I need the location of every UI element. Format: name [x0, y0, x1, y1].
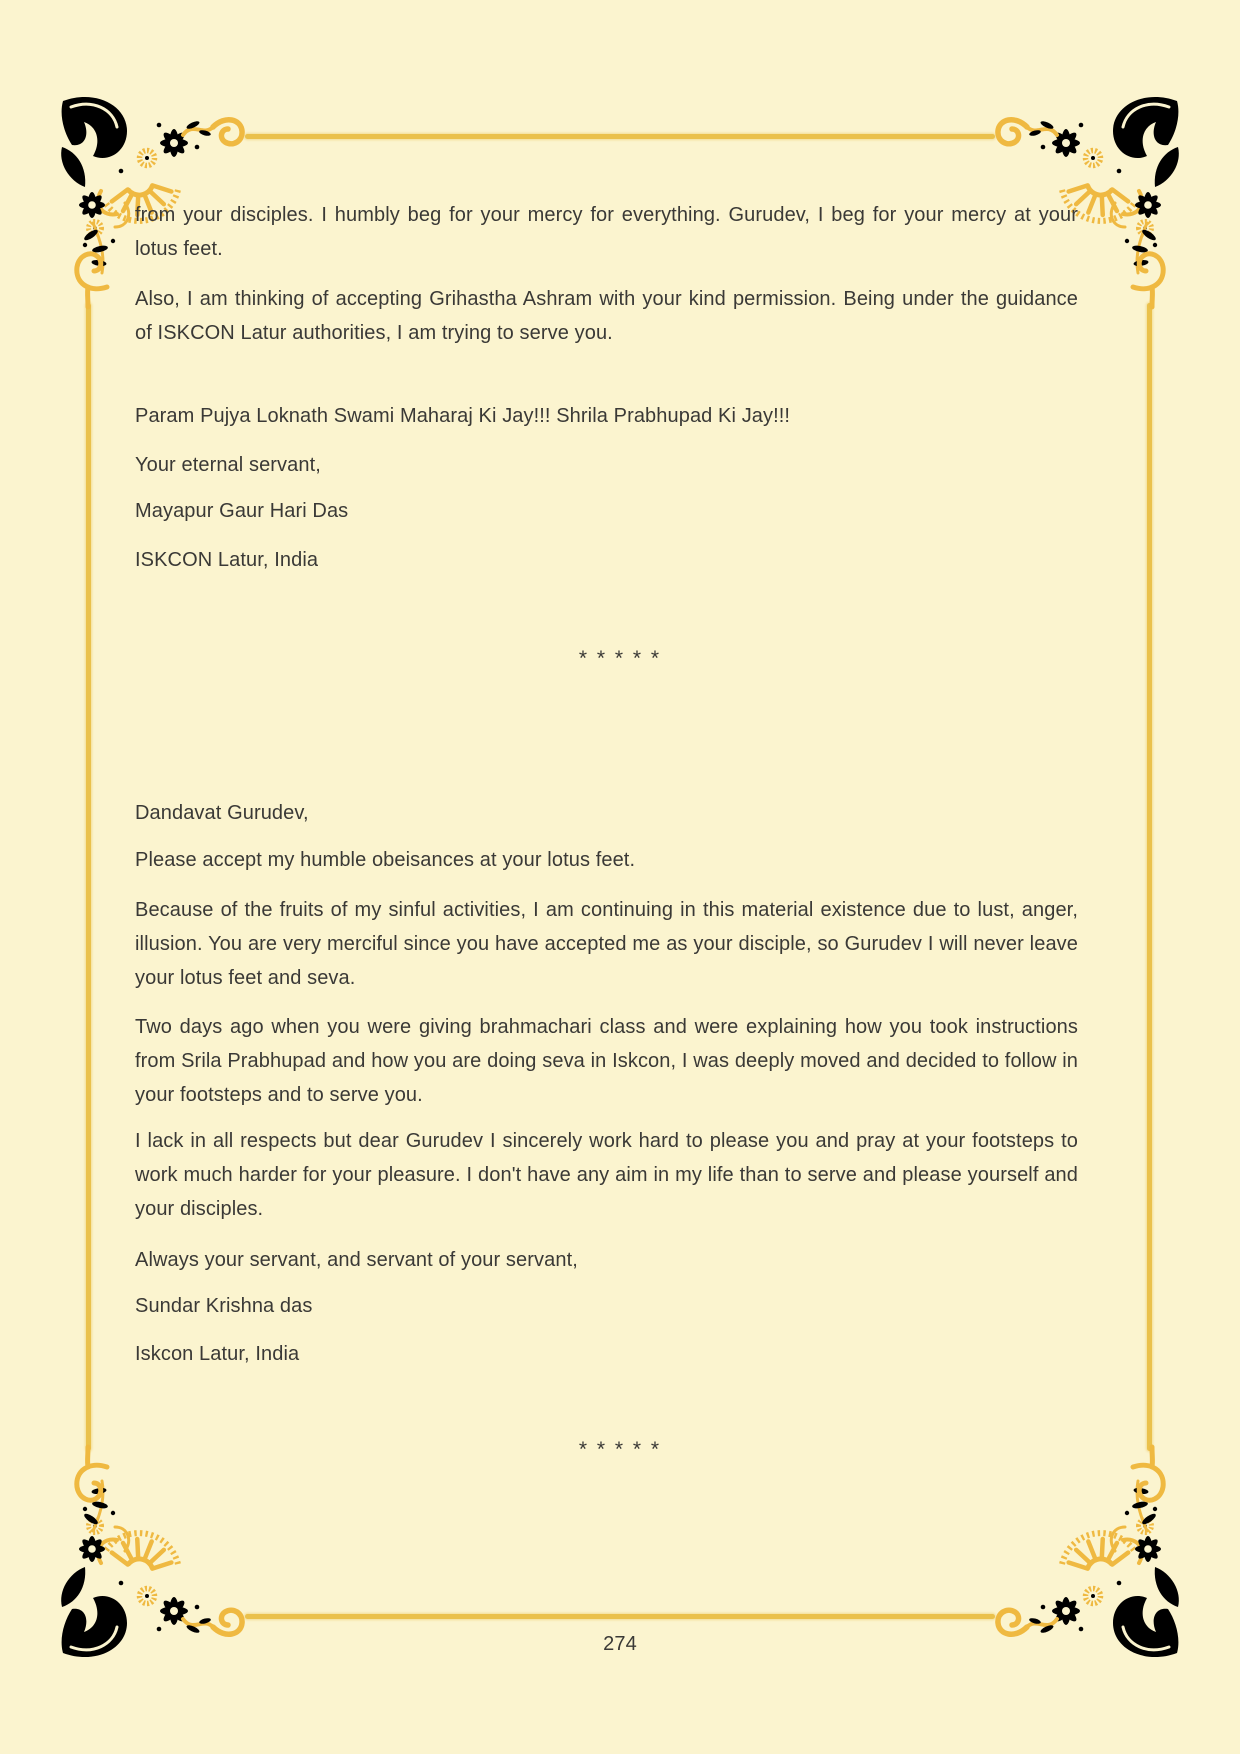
letter1-paragraph-1: from your disciples. I humbly beg for your mercy for everything. Gurudev, I beg for your mercy at your lotus feet.: [135, 204, 1078, 260]
letter2-salutation: Dandavat Gurudev,: [135, 802, 309, 824]
border-line-bottom: [245, 1614, 995, 1619]
letter2-paragraph-1: Please accept my humble obeisances at your lotus feet.: [135, 849, 636, 871]
letter2-paragraph-3: Two days ago when you were giving brahmachari class and were explaining how you took instructions from Srila Prabhupad and how you are doing seva in Iskcon, I was deeply moved and decided to follow in your footsteps and to serve you.: [135, 1016, 1078, 1106]
letter2-paragraph-4: I lack in all respects but dear Gurudev I sincerely work hard to please you and pray at your footsteps to work much harder for your pleasure. I don't have any aim in my life than to serve and please yourself and your disciples.: [135, 1130, 1078, 1220]
letter1-paragraph-2: Also, I am thinking of accepting Grihastha Ashram with your kind permission. Being under the guidance of ISKCON Latur authorities, I am trying to serve you.: [135, 288, 1078, 344]
letter1-signature: Mayapur Gaur Hari Das: [135, 500, 349, 522]
page-number: 274: [603, 1633, 637, 1655]
letter2-signature: Sundar Krishna das: [135, 1295, 313, 1317]
letter1-location: ISKCON Latur, India: [135, 549, 319, 571]
letter2-closing: Always your servant, and servant of your servant,: [135, 1249, 578, 1271]
border-line-top: [245, 134, 995, 139]
border-line-right: [1147, 303, 1152, 1451]
letter1-jay-line: Param Pujya Loknath Swami Maharaj Ki Jay!!! Shrila Prabhupad Ki Jay!!!: [135, 405, 791, 427]
letter1-closing: Your eternal servant,: [135, 454, 321, 476]
letter2-paragraph-2: Because of the fruits of my sinful activities, I am continuing in this material existence due to lust, anger, illusion. You are very merciful since you have accepted me as your disciple, so Gurudev I will never leave your lotus feet and seva.: [135, 899, 1078, 989]
section-separator-2: * * * * *: [578, 1438, 662, 1461]
border-line-left: [86, 303, 91, 1451]
letter2-location: Iskcon Latur, India: [135, 1343, 300, 1365]
section-separator-1: * * * * *: [578, 647, 662, 670]
